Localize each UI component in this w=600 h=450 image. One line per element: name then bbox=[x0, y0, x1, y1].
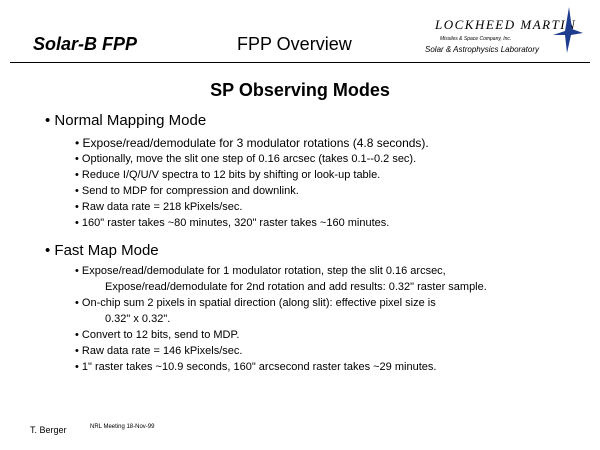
list-item-text: 160" raster takes ~80 minutes, 320" raster takes ~160 minutes. bbox=[81, 217, 390, 229]
list-item-text: Expose/read/demodulate for 3 modulator rotations (4.8 seconds). bbox=[82, 136, 429, 150]
list-item-text: Optionally, move the slit one step of 0.16 arcsec (takes 0.1--0.2 sec). bbox=[81, 153, 417, 165]
section-heading-text: Fast Map Mode bbox=[54, 242, 159, 259]
footer-author: T. Berger bbox=[30, 425, 67, 435]
slide-title: SP Observing Modes bbox=[210, 80, 390, 100]
list-item: • On-chip sum 2 pixels in spatial direction (along slit): effective pixel size is bbox=[75, 297, 436, 309]
section-heading-text: Normal Mapping Mode bbox=[54, 112, 207, 129]
header-divider bbox=[10, 62, 590, 63]
list-item-text: Raw data rate = 146 kPixels/sec. bbox=[81, 345, 243, 357]
list-item-text: On-chip sum 2 pixels in spatial direction (along slit): effective pixel size is bbox=[81, 297, 436, 309]
list-item-text: Send to MDP for compression and downlink. bbox=[81, 185, 299, 197]
section-heading-normal-mapping: • Normal Mapping Mode bbox=[45, 112, 207, 129]
list-item-continuation: Expose/read/demodulate for 2nd rotation and add results: 0.32" raster sample. bbox=[105, 281, 487, 293]
list-item-text: Reduce I/Q/U/V spectra to 12 bits by shifting or look-up table. bbox=[81, 169, 381, 181]
list-item: • 160" raster takes ~80 minutes, 320" raster takes ~160 minutes. bbox=[75, 217, 390, 229]
list-item: • 1" raster takes ~10.9 seconds, 160" arcsecond raster takes ~29 minutes. bbox=[75, 361, 437, 373]
lockheed-star-logo-icon bbox=[545, 5, 585, 55]
list-item-continuation: 0.32" x 0.32". bbox=[105, 313, 171, 325]
company-name: LOCKHEED MARTIN bbox=[435, 17, 577, 32]
list-item-text: Convert to 12 bits, send to MDP. bbox=[81, 329, 240, 341]
lab-name: Solar & Astrophysics Laboratory bbox=[425, 45, 539, 54]
slide-header-left-title: Solar-B FPP bbox=[33, 34, 138, 54]
list-item: • Expose/read/demodulate for 3 modulator rotations (4.8 seconds). bbox=[75, 136, 429, 150]
list-item: • Convert to 12 bits, send to MDP. bbox=[75, 329, 240, 341]
list-item: • Reduce I/Q/U/V spectra to 12 bits by shifting or look-up table. bbox=[75, 169, 381, 181]
slide-header-center-title: FPP Overview bbox=[237, 34, 352, 54]
list-item: • Optionally, move the slit one step of 0.16 arcsec (takes 0.1--0.2 sec). bbox=[75, 153, 417, 165]
list-item: • Send to MDP for compression and downlink. bbox=[75, 185, 299, 197]
list-item: • Raw data rate = 146 kPixels/sec. bbox=[75, 345, 243, 357]
list-item: • Expose/read/demodulate for 1 modulator rotation, step the slit 0.16 arcsec, bbox=[75, 265, 446, 277]
list-item: • Raw data rate = 218 kPixels/sec. bbox=[75, 201, 243, 213]
footer-meeting: NRL Meeting 18-Nov-99 bbox=[90, 424, 155, 430]
list-item-text: 1" raster takes ~10.9 seconds, 160" arcsecond raster takes ~29 minutes. bbox=[81, 361, 437, 373]
company-tagline: Missiles & Space Company, Inc. bbox=[440, 36, 512, 42]
list-item-text: Raw data rate = 218 kPixels/sec. bbox=[81, 201, 243, 213]
list-item-text: Expose/read/demodulate for 1 modulator rotation, step the slit 0.16 arcsec, bbox=[81, 265, 446, 277]
section-heading-fast-map: • Fast Map Mode bbox=[45, 242, 159, 259]
